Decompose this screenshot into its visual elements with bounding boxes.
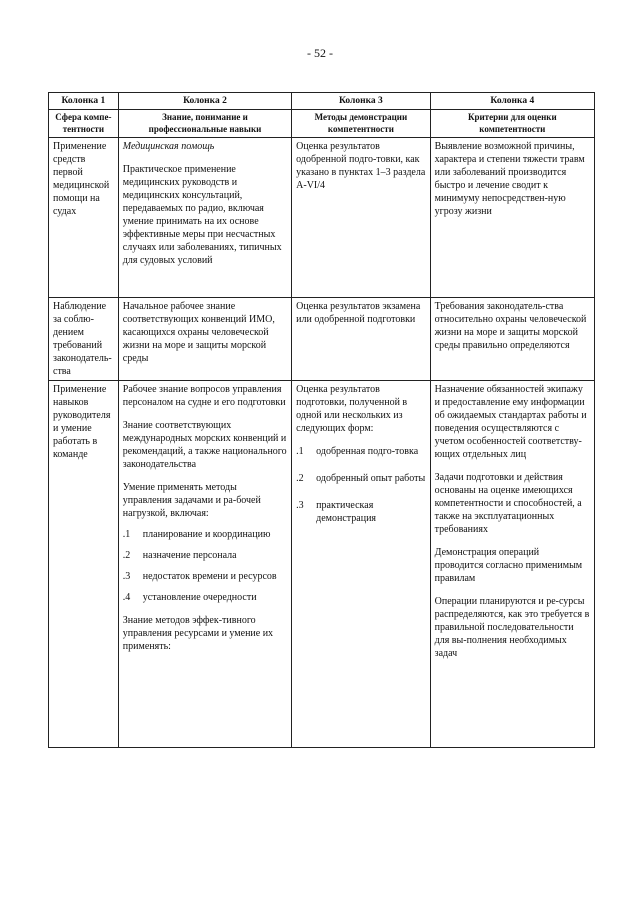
list-item: .3 недостаток времени и ресурсов [122, 570, 277, 582]
criteria-cell: Требования законодатель-ства относительно охраны человеческой жизни на море и защиты морской среды правильно определяются [430, 297, 594, 380]
column-number-4: Колонка 4 [430, 93, 594, 110]
column-header-methods: Методы демонстрации компетентности [292, 110, 430, 138]
competence-cell: Применение навыков руководителя и умение работать в команде [49, 380, 119, 747]
methods-cell [292, 380, 430, 747]
methods-list [296, 445, 425, 525]
list-item: .2 назначение персонала [122, 549, 237, 561]
criteria-paragraph: Операции планируются и ре-сурсы распределяются, как это требуется в правильной последовательности для вы-полнения необходимых задач [434, 595, 590, 659]
competence-cell: Применение средств первой медицинской помощи на судах [49, 137, 119, 297]
criteria-cell [430, 380, 594, 747]
list-item: .2 одобренный опыт работы [296, 472, 426, 484]
table-row [49, 380, 595, 747]
criteria-paragraph: Задачи подготовки и действия основаны на оценке имеющихся компетентности и способностей, а также на эксплуатационных требованиях [434, 471, 582, 535]
knowledge-cell: Начальное рабочее знание соответствующих конвенций ИМО, касающихся охраны человеческой жизни на море и защиты морской среды [118, 297, 291, 380]
column-header-knowledge: Знание, понимание и профессиональные навыки [118, 110, 291, 138]
list-item: .1 одобренная подго-товка [296, 445, 419, 457]
knowledge-text: Практическое применение медицинских руководств и медицинских консультаций, передаваемых по радио, включая умение принимать на их основе эффективные меры при несчастных случаях или заболеваниях, типичных для судовых условий [122, 163, 282, 266]
methods-cell: Оценка результатов экзамена или одобренной подготовки [292, 297, 430, 380]
knowledge-paragraph: Знание соответствующих международных морских конвенций и рекомендаций, а также национального законодательства [122, 419, 287, 470]
competence-table [48, 92, 595, 748]
column-number-2: Колонка 2 [118, 93, 291, 110]
table-row [49, 137, 595, 297]
knowledge-cell [118, 380, 291, 747]
methods-cell: Оценка результатов одобренной подго-товки, как указано в пунктах 1–3 раздела A-VI/4 [292, 137, 430, 297]
criteria-cell: Выявление возможной причины, характера и степени тяжести травм или заболеваний производится быстро и лечение сводит к минимуму непосредствен-ную угрозу жизни [430, 137, 594, 297]
column-number-1: Колонка 1 [49, 93, 119, 110]
column-header-criteria: Критерии для оценки компетентности [430, 110, 594, 138]
column-number-row [49, 93, 595, 110]
criteria-paragraph: Назначение обязанностей экипажу и предоставление ему информации об ожидаемых стандартах работы и поведения осуществляются с учетом особенностей соответству-ющих отдельных лиц [434, 383, 587, 460]
criteria-paragraph: Демонстрация операций проводится согласно применимым правилам [434, 546, 583, 584]
knowledge-paragraph: Знание методов эффек-тивного управления ресурсами и умение их применять: [122, 614, 274, 652]
column-header-row [49, 110, 595, 138]
methods-intro: Оценка результатов подготовки, полученной в одной или нескольких из следующих форм: [296, 383, 408, 434]
page-number: - 52 - [307, 46, 333, 60]
competence-cell: Наблюдение за соблю-дением требований законодатель-ства [49, 297, 119, 380]
list-item: .1 планирование и координацию [122, 528, 271, 540]
column-number-3: Колонка 3 [292, 93, 430, 110]
table-row [49, 297, 595, 380]
column-header-competence: Сфера компе-тентности [49, 110, 119, 138]
knowledge-paragraph: Рабочее знание вопросов управления персоналом на судне и его подготовки [122, 383, 286, 408]
list-item: .4 установление очередности [122, 591, 257, 603]
knowledge-cell [118, 137, 291, 297]
knowledge-heading: Медицинская помощь [122, 140, 215, 152]
list-item: .3 практическая демонстрация [296, 499, 377, 524]
knowledge-paragraph: Умение применять методы управления задачами и ра-бочей нагрузкой, включая: [122, 481, 261, 519]
knowledge-list [123, 528, 287, 604]
